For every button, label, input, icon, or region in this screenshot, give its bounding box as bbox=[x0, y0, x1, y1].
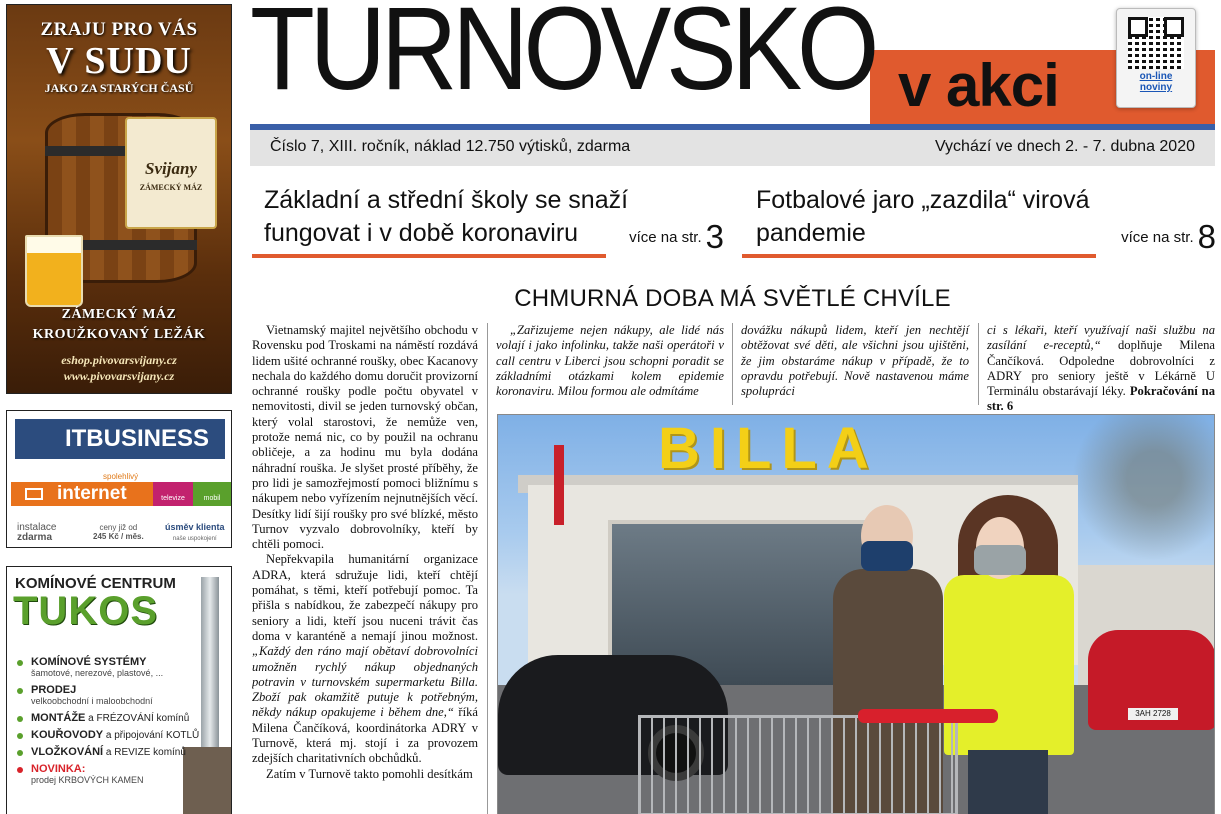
itbusiness-usmev-label: úsměv klienta bbox=[165, 522, 225, 532]
online-qr-box[interactable] bbox=[1116, 8, 1196, 108]
itbusiness-zdarma: zdarma bbox=[17, 532, 53, 543]
issue-info: Číslo 7, XIII. ročník, náklad 12.750 výtisků, zdarma bbox=[270, 138, 631, 155]
cart-handle bbox=[858, 709, 998, 723]
red-car bbox=[1088, 630, 1215, 730]
beer-brand: Svijany bbox=[145, 159, 197, 178]
tukos-item: MONTÁŽE a FRÉZOVÁNÍ komínů bbox=[17, 713, 199, 724]
article-photo bbox=[497, 414, 1215, 814]
tree-image bbox=[1058, 415, 1215, 575]
itbusiness-internet-label: internet bbox=[57, 483, 127, 504]
teaser-headline-line1: Základní a střední školy se snaží bbox=[264, 186, 629, 214]
woman-mask bbox=[974, 545, 1026, 575]
itbusiness-instalace-label: instalace bbox=[17, 522, 57, 533]
teaser-headline-line1: Fotbalové jaro „zazdila“ virová bbox=[756, 186, 1090, 214]
article-paragraph: Vietnamský majitel největšího obchodu v Rovensku pod Troskami na náměstí rozdává lidem ušité ochranné roušky, obec Kacanovy nechala do každého domu doručit provizorní ochranné roušky podle počtu obyvatel v nemovitosti, divil se jeden turnovský občan, který volal starostovi, že nemůže ven, protože nemá nic, co by použil na ochranu obličeje, a za hodinu mu byla dodána náhradní rouška. Je slyšet prosté příběhy, že pro lidi je samozřejmostí pomoci bližnímu s nákupem nebo vyřízením nejnutnějších věcí. Desítky lidí šijí roušky pro své blízké, město Turnov vyzvalo dobrovolníky, kteří by chtěli pomoci. bbox=[252, 323, 478, 552]
tukos-logo: TUKOS bbox=[13, 589, 158, 633]
article-paragraph: Nepřekvapila humanitární organizace ADRA, která sdružuje lidi, kteří chtějí pomáhat, s těmi, kteří potřebují pomoc. Ta přišla s nabídkou, že zabezpečí nákupy pro seniory a lidi, kteří jsou nuceni trávit čas doma v karanténě a nemají jinou možnost. „Každý den ráno mají obětaví dobrovolníci umožněn rychlý nákup objednaných potravin v turnovském supermarketu Billa. Zboží pak okamžitě putuje k potřebným, někdy nákup opakujeme i během dne,“ říká Milena Čančíková, koordinátorka ADRY v Turnově, která mj. stojí i za provozem zdejších charitativních obchůdků. bbox=[252, 552, 478, 766]
teaser-headline-line2: pandemie bbox=[756, 219, 866, 247]
tukos-heading: KOMÍNOVÉ CENTRUM bbox=[15, 575, 176, 592]
beer-ad-line3: JAKO ZA STARÝCH ČASŮ bbox=[44, 81, 194, 95]
article-paragraph: Zatím v Turnově takto pomohli desítkám bbox=[266, 766, 473, 781]
itbusiness-usmev-sub: naše uspokojení bbox=[172, 536, 217, 542]
store-sign: BILLA bbox=[658, 416, 879, 481]
itbusiness-internet bbox=[11, 482, 153, 506]
tukos-list bbox=[17, 657, 199, 792]
tukos-item: VLOŽKOVÁNÍ a REVIZE komínů bbox=[17, 747, 199, 758]
beer-mug-image bbox=[25, 235, 83, 307]
tukos-item: KOMÍNOVÉ SYSTÉMY šamotové, nerezové, plastové, ... bbox=[17, 657, 199, 679]
beer-label-sub: ZÁMECKÝ MÁZ bbox=[139, 183, 203, 192]
tukos-item: NOVINKA: prodej KRBOVÝCH KAMEN bbox=[17, 764, 199, 786]
itbusiness-cena1: ceny již od bbox=[99, 523, 138, 532]
itbusiness-ad[interactable] bbox=[6, 410, 232, 548]
date-info: Vychází ve dnech 2. - 7. dubna 2020 bbox=[934, 138, 1195, 155]
itbusiness-service-bar bbox=[11, 482, 231, 506]
teaser-rule bbox=[742, 254, 1096, 258]
teaser-page-number: 3 bbox=[705, 218, 724, 255]
teaser-page-number: 8 bbox=[1197, 218, 1216, 255]
online-link-line1[interactable]: on-line bbox=[1139, 71, 1173, 82]
itbusiness-cena2: 245 Kč / měs. bbox=[93, 532, 144, 541]
beer-ad-url2[interactable]: www.pivovarsvijany.cz bbox=[63, 369, 175, 383]
article-column-4 bbox=[987, 323, 1215, 415]
article-headline: CHMURNÁ DOBA MÁ SVĚTLÉ CHVÍLE bbox=[514, 285, 951, 312]
itbusiness-instalace bbox=[17, 523, 56, 543]
column-divider bbox=[732, 323, 733, 405]
beer-ad-url1[interactable]: eshop.pivovarsvijany.cz bbox=[61, 353, 177, 367]
itbusiness-spolehlivy: spolehlivý bbox=[103, 472, 139, 481]
license-plate: 3AH 2728 bbox=[1128, 708, 1178, 720]
beer-label bbox=[125, 117, 217, 229]
article-paragraph: dovážku nákupů lidem, kteří jen nechtějí obtěžovat své děti, ale všichni jsou ujištěni, že jim obstaráme nákup v případě, že to opravdu potřebují. Nově nastavenou máme spolupráci bbox=[741, 323, 969, 399]
woman-vest bbox=[944, 575, 1074, 755]
man-mask bbox=[861, 541, 913, 571]
column-divider bbox=[978, 323, 979, 405]
tukos-item: KOUŘOVODY a připojování KOTLŮ bbox=[17, 730, 199, 741]
issue-info-bar bbox=[250, 130, 1215, 166]
article-column-3 bbox=[741, 323, 969, 399]
itbusiness-televize: televize bbox=[153, 482, 193, 506]
article-quote: „Každý den ráno mají obětaví dobrovolníci umožněn rychlý nákup objednaných potravin v turnovském supermarketu Billa. Zboží pak okamžitě putuje k potřebným, někdy nákup opakujeme i během dne,“ bbox=[252, 644, 478, 720]
continued-link[interactable]: Pokračování na str. 6 bbox=[987, 384, 1215, 414]
shopping-cart bbox=[638, 715, 958, 814]
masthead-title: TURNOVSKO bbox=[250, 0, 875, 115]
article-column-1 bbox=[252, 323, 478, 814]
article-paragraph: „Zařizujeme nejen nákupy, ale lidé nás volají i jako infolinku, takže naši operátoři v call centru v Liberci jsou schopni poradit se základními otázkami kolem epidemie koronaviru. Milou formou ale odmítáme bbox=[496, 323, 724, 399]
teaser-headline-line2: fungovat i v době koronaviru bbox=[264, 219, 579, 247]
teaser-rule bbox=[252, 254, 606, 258]
store-red-pillar bbox=[554, 445, 564, 525]
teaser-football[interactable] bbox=[742, 184, 1216, 262]
itbusiness-logo: ITBUSINESS bbox=[15, 419, 225, 459]
itbusiness-cena bbox=[93, 523, 144, 541]
masthead-subtitle: v akci bbox=[898, 52, 1059, 119]
beer-ad-line5: KROUŽKOVANÝ LEŽÁK bbox=[32, 327, 206, 342]
qr-code-icon bbox=[1128, 17, 1184, 69]
tukos-ad[interactable] bbox=[6, 566, 232, 814]
article-paragraph: ci s lékaři, kteří využívají naši službu na zasílání e-receptů,“ doplňuje Milena Čančíková. Odpoledne dobrovolníci z ADRY pro seniory ještě v Lékárně U Terminálu obstarávají léky. Pokračování na str. 6 bbox=[987, 323, 1215, 414]
article-column-2 bbox=[496, 323, 724, 399]
itbusiness-mobil: mobil bbox=[193, 482, 231, 506]
beer-ad-line2: V SUDU bbox=[46, 40, 192, 82]
beer-ad[interactable] bbox=[6, 4, 232, 394]
beer-ad-line1: ZRAJU PRO VÁS bbox=[40, 19, 198, 40]
online-link-line2[interactable]: noviny bbox=[1139, 82, 1173, 93]
teaser-schools[interactable] bbox=[252, 184, 724, 262]
woman-legs bbox=[968, 750, 1048, 814]
laptop-icon bbox=[25, 488, 43, 500]
itbusiness-usmev bbox=[165, 522, 225, 544]
beer-ad-line4: ZÁMECKÝ MÁZ bbox=[61, 307, 177, 322]
volunteer-woman bbox=[938, 495, 1078, 814]
tukos-item: PRODEJ velkoobchodní i maloobchodní bbox=[17, 685, 199, 707]
teaser-more-link[interactable]: více na str. 3 bbox=[629, 218, 724, 255]
column-divider bbox=[487, 323, 488, 814]
teaser-more-link[interactable]: více na str. 8 bbox=[1121, 218, 1216, 255]
